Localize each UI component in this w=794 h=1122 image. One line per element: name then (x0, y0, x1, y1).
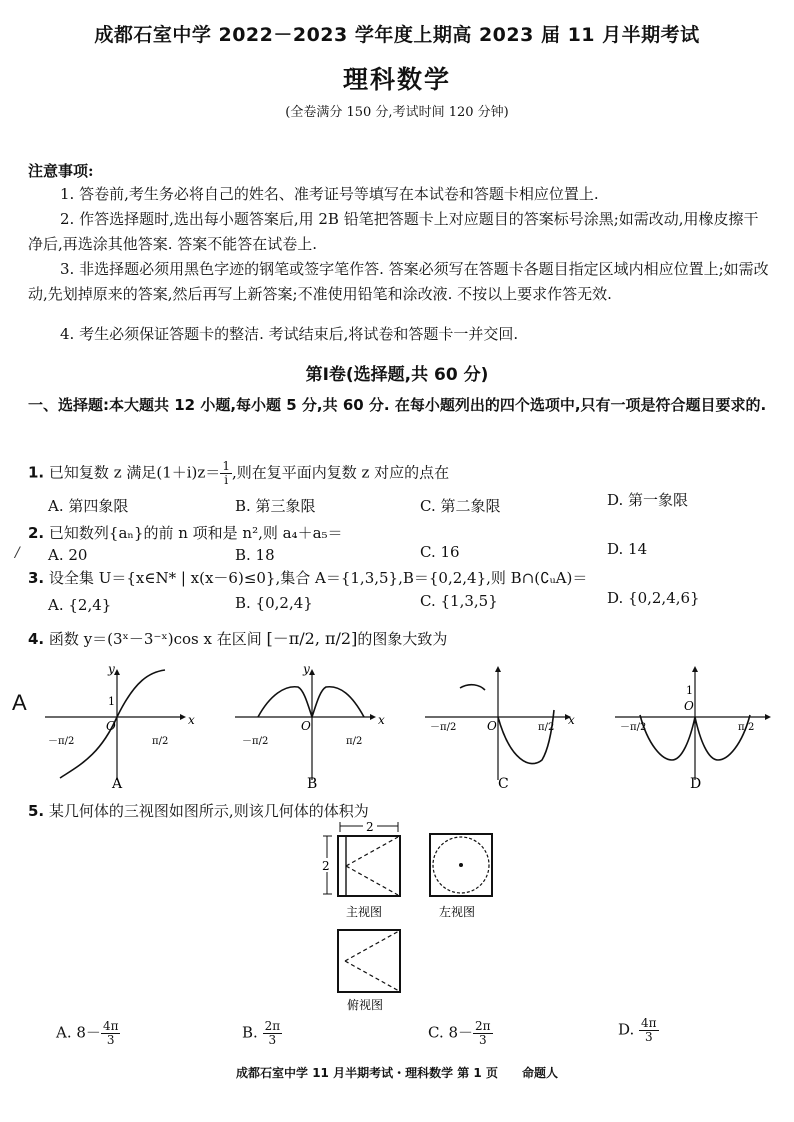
left-tick-label: －π/2 (242, 736, 269, 747)
pencil-mark: / (15, 545, 20, 561)
q1-option-d[interactable]: D. 第一象限 (607, 491, 689, 509)
x-axis-arrow (765, 714, 771, 720)
handwritten-answer: A (12, 690, 27, 715)
y-axis-arrow (114, 669, 120, 675)
origin-label: O (301, 719, 311, 733)
curve-left (460, 685, 485, 690)
y-axis-arrow (692, 666, 698, 672)
graph-label-b: B (307, 776, 318, 790)
y-label: y (108, 662, 115, 676)
center-dot (459, 863, 463, 867)
part-intro: 一、选择题:本大题共 12 小题,每小题 5 分,共 60 分. 在每小题列出的四个选项中,只有一项是符合题目要求的. (28, 396, 767, 414)
q1-option-a[interactable]: A. 第四象限 (48, 497, 129, 515)
left-tick-label: －π/2 (620, 722, 647, 733)
exam-title: 成都石室中学 2022－2023 学年度上期高 2023 届 11 月半期考试 (94, 24, 700, 46)
curve (258, 687, 364, 717)
graph-d[interactable] (610, 660, 785, 790)
x-axis-arrow (370, 714, 376, 720)
q5-option-d[interactable]: D. $\frac{4\pi}{3}$ (618, 1016, 657, 1044)
exam-subject: 理科数学 (342, 65, 451, 94)
q3-option-c[interactable]: C. {1,3,5} (420, 592, 498, 610)
right-tick-label: π/2 (538, 722, 555, 733)
x-label: x (568, 713, 575, 727)
y-label: y (303, 662, 310, 676)
front-view-label: 主视图 (346, 905, 383, 919)
question-5: 5. 某几何体的三视图如图所示,则该几何体的体积为 (28, 802, 369, 820)
graph-label-c: C (498, 776, 509, 790)
section-heading: 第Ⅰ卷(选择题,共 60 分) (305, 365, 489, 385)
one-label: 1 (686, 684, 693, 697)
graph-c[interactable] (420, 660, 585, 790)
fraction: $\frac{1}{i}$ (222, 459, 230, 487)
y-axis-arrow (309, 669, 315, 675)
graph-a[interactable] (40, 660, 200, 790)
note-1: 1. 答卷前,考生务必将自己的姓名、准考证号等填写在本试卷和答题卡相应位置上. (60, 185, 599, 203)
notes-heading: 注意事项: (28, 162, 94, 180)
q3-option-a[interactable]: A. {2,4} (48, 596, 112, 614)
right-tick-label: π/2 (152, 736, 169, 747)
q2-option-a[interactable]: A. 20 (48, 546, 88, 564)
note-3: 3. 非选择题必须用黑色字迹的钢笔或签字笔作答. 答案必须写在答题卡各题目指定区域内相应位置上;如需改动,先划掉原来的答案,然后再写上新答案;不准使用铅笔和涂改液. 不按以上要求作答无效. (28, 260, 769, 303)
q5-option-b[interactable]: B. $\frac{2\pi}{3}$ (242, 1019, 281, 1047)
question-1: 1. 已知复数 z 满足(1＋i)z＝ $\frac{1}{i}$ ,则在复平面内复数 z 对应的点在 (28, 459, 450, 487)
question-3: 3. 设全集 U＝{x∈N* | x(x－6)≤0},集合 A＝{1,3,5},B＝{0,2,4},则 B∩(∁ᵤA)＝ (28, 569, 588, 587)
q2-option-d[interactable]: D. 14 (607, 540, 648, 558)
origin-label: O (684, 699, 694, 713)
dim-label-height: 2 (322, 859, 330, 873)
q2-option-b[interactable]: B. 18 (235, 546, 275, 564)
top-view (333, 925, 418, 1013)
left-view (425, 828, 505, 923)
x-label: x (188, 713, 195, 727)
graph-label-d: D (690, 776, 702, 790)
curve-right (498, 710, 554, 764)
q1-option-b[interactable]: B. 第三象限 (235, 497, 316, 515)
q5-option-c[interactable]: C. 8－ $\frac{2\pi}{3}$ (428, 1019, 491, 1047)
graph-b[interactable] (230, 660, 390, 790)
front-view (318, 818, 413, 923)
q1-option-c[interactable]: C. 第二象限 (420, 497, 501, 515)
note-4: 4. 考生必须保证答题卡的整洁. 考试结束后,将试卷和答题卡一并交回. (60, 325, 519, 343)
y-axis-arrow (495, 666, 501, 672)
q2-option-c[interactable]: C. 16 (420, 543, 460, 561)
one-label: 1 (108, 695, 115, 708)
graph-label-a: A (112, 776, 123, 790)
left-view-label: 左视图 (439, 905, 476, 919)
origin-label: O (106, 719, 116, 733)
question-4: 4. 函数 y＝(3ˣ－3⁻ˣ)cos x 在区间 [－π/2, π/2]的图象大致为 (28, 629, 448, 648)
note-2: 2. 作答选择题时,选出每小题答案后,用 2B 铅笔把答题卡上对应题目的答案标号涂黑;如需改动,用橡皮擦干净后,再选涂其他答案. 答案不能答在试卷上. (28, 210, 759, 253)
dim-label-width: 2 (366, 820, 374, 834)
q5-option-a[interactable]: A. 8－ $\frac{4\pi}{3}$ (56, 1019, 119, 1047)
question-2: 2. 已知数列{aₙ}的前 n 项和是 n²,则 a₄＋a₅＝ (28, 524, 343, 542)
top-view-label: 俯视图 (347, 998, 384, 1012)
x-axis-arrow (180, 714, 186, 720)
page-footer: 成都石室中学 11 月半期考试・理科数学 第 1 页 命题人 (236, 1066, 558, 1080)
top-square (338, 930, 400, 992)
interval: [－π/2, π/2] (266, 629, 358, 648)
front-square (338, 836, 400, 896)
q3-option-d[interactable]: D. {0,2,4,6} (607, 589, 700, 607)
exam-info: (全卷满分 150 分,考试时间 120 分钟) (285, 105, 509, 120)
left-tick-label: －π/2 (48, 736, 75, 747)
x-label: x (378, 713, 385, 727)
q3-option-b[interactable]: B. {0,2,4} (235, 594, 313, 612)
right-tick-label: π/2 (346, 736, 363, 747)
right-tick-label: π/2 (738, 722, 755, 733)
origin-label: O (487, 719, 497, 733)
left-tick-label: －π/2 (430, 722, 457, 733)
